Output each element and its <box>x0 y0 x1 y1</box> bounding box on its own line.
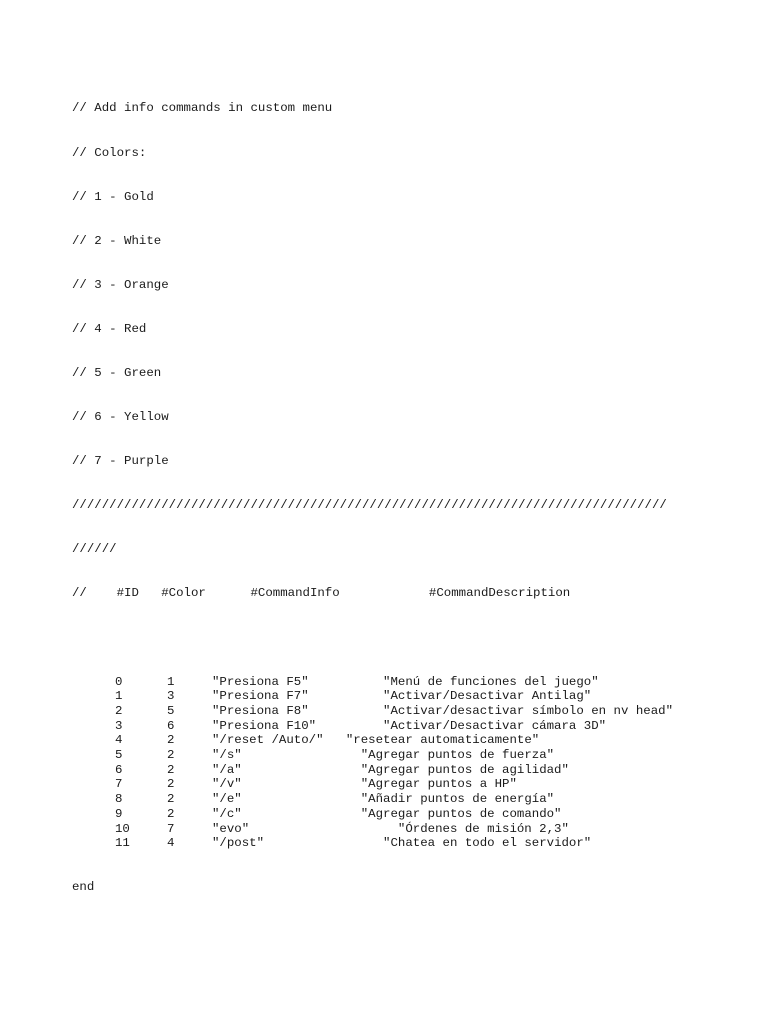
row-info-desc <box>212 719 606 734</box>
row-color: 2 <box>167 806 175 821</box>
row-id: 11 <box>115 836 130 851</box>
comment-line: // Colors: <box>72 145 147 160</box>
command-rows <box>72 674 674 851</box>
comment-line: // 1 - Gold <box>72 189 154 204</box>
row-spacing <box>309 689 383 703</box>
row-command-description: "Agregar puntos a HP" <box>360 777 517 792</box>
row-spacing <box>242 777 361 791</box>
row-id: 4 <box>115 733 123 748</box>
table-row <box>72 689 667 704</box>
row-color: 2 <box>167 792 175 807</box>
row-id: 7 <box>115 777 123 792</box>
row-info-desc <box>212 777 517 792</box>
row-color: 2 <box>167 762 175 777</box>
row-info-desc <box>212 704 673 719</box>
row-info-desc <box>212 748 554 763</box>
table-row <box>72 704 674 719</box>
row-id: 2 <box>115 704 123 718</box>
comment-line: // 6 - Yellow <box>72 410 169 425</box>
row-color: 3 <box>167 689 175 704</box>
row-id: 1 <box>115 689 123 704</box>
comment-line: // Add info commands in custom menu <box>72 101 333 116</box>
row-command-description: "Activar/desactivar símbolo en nv head" <box>383 704 674 718</box>
comment-line: // 3 - Orange <box>72 277 169 292</box>
row-spacing <box>309 675 383 689</box>
row-info-desc <box>212 689 591 704</box>
row-spacing <box>242 792 361 806</box>
divider-line: ////// <box>72 542 117 557</box>
table-row <box>72 807 667 822</box>
row-command-description: "Órdenes de misión 2,3" <box>397 821 569 836</box>
row-command-description: "Agregar puntos de agilidad" <box>360 762 569 777</box>
row-info-desc <box>212 733 539 748</box>
row-info-desc <box>212 763 569 778</box>
table-row <box>72 792 667 807</box>
row-color: 7 <box>167 821 175 836</box>
row-id: 3 <box>115 718 123 733</box>
row-spacing <box>309 704 383 718</box>
row-color: 6 <box>167 718 175 733</box>
row-id: 10 <box>115 821 130 836</box>
row-color: 2 <box>167 733 175 748</box>
table-row <box>72 836 667 851</box>
end-keyword: end <box>72 880 95 895</box>
comment-line: // 5 - Green <box>72 365 162 380</box>
row-command-info: "evo" <box>212 821 250 836</box>
row-spacing <box>242 748 361 762</box>
row-command-description: "Agregar puntos de fuerza" <box>360 748 555 763</box>
divider-line: //////////////////////////////////////////////////////////////////////////////// <box>72 498 667 513</box>
comment-line: // 4 - Red <box>72 321 147 336</box>
row-color: 5 <box>167 704 175 718</box>
comment-line: // 7 - Purple <box>72 454 169 469</box>
row-id: 5 <box>115 748 123 763</box>
table-row <box>72 733 667 748</box>
row-info-desc <box>212 807 562 822</box>
row-spacing <box>249 822 398 836</box>
row-command-info: "/v" <box>212 777 242 792</box>
row-command-info: "/reset /Auto/" <box>212 733 324 748</box>
row-id: 9 <box>115 806 123 821</box>
row-command-info: "/s" <box>212 748 242 763</box>
row-command-info: "Presiona F5" <box>212 674 309 689</box>
row-color: 1 <box>167 674 175 689</box>
row-command-description: "Menú de funciones del juego" <box>383 674 599 689</box>
table-row <box>72 748 667 763</box>
row-command-info: "/c" <box>212 806 242 821</box>
row-command-info: "/post" <box>212 836 265 851</box>
row-spacing <box>316 719 383 733</box>
row-info-desc <box>212 792 554 807</box>
row-spacing <box>264 836 383 850</box>
table-row <box>72 822 667 837</box>
row-command-info: "Presiona F7" <box>212 689 309 704</box>
table-row <box>72 719 667 734</box>
row-command-info: "/a" <box>212 762 242 777</box>
row-spacing <box>324 733 346 747</box>
row-color: 2 <box>167 748 175 763</box>
code-block <box>72 72 674 924</box>
row-info-desc <box>212 822 569 837</box>
row-color: 2 <box>167 777 175 792</box>
row-command-description: "Añadir puntos de energía" <box>360 792 555 807</box>
row-id: 6 <box>115 762 123 777</box>
row-command-description: "Agregar puntos de comando" <box>360 806 562 821</box>
row-command-description: "Chatea en todo el servidor" <box>383 836 592 851</box>
row-command-info: "/e" <box>212 792 242 807</box>
table-row <box>72 675 667 690</box>
row-color: 4 <box>167 836 175 851</box>
row-command-info: "Presiona F10" <box>212 718 317 733</box>
table-header: // #ID #Color #CommandInfo #CommandDescription <box>72 586 571 601</box>
row-command-description: "Activar/Desactivar Antilag" <box>383 689 592 704</box>
row-command-description: "Activar/Desactivar cámara 3D" <box>383 718 607 733</box>
row-spacing <box>242 763 361 777</box>
table-row <box>72 777 667 792</box>
row-info-desc <box>212 836 591 851</box>
blank-line <box>72 631 667 646</box>
comment-line: // 2 - White <box>72 233 162 248</box>
row-id: 0 <box>115 674 123 689</box>
table-row <box>72 763 667 778</box>
row-spacing <box>242 807 361 821</box>
row-command-info: "Presiona F8" <box>212 704 309 718</box>
row-info-desc <box>212 675 599 690</box>
row-command-description: "resetear automaticamente" <box>345 733 540 748</box>
row-id: 8 <box>115 792 123 807</box>
